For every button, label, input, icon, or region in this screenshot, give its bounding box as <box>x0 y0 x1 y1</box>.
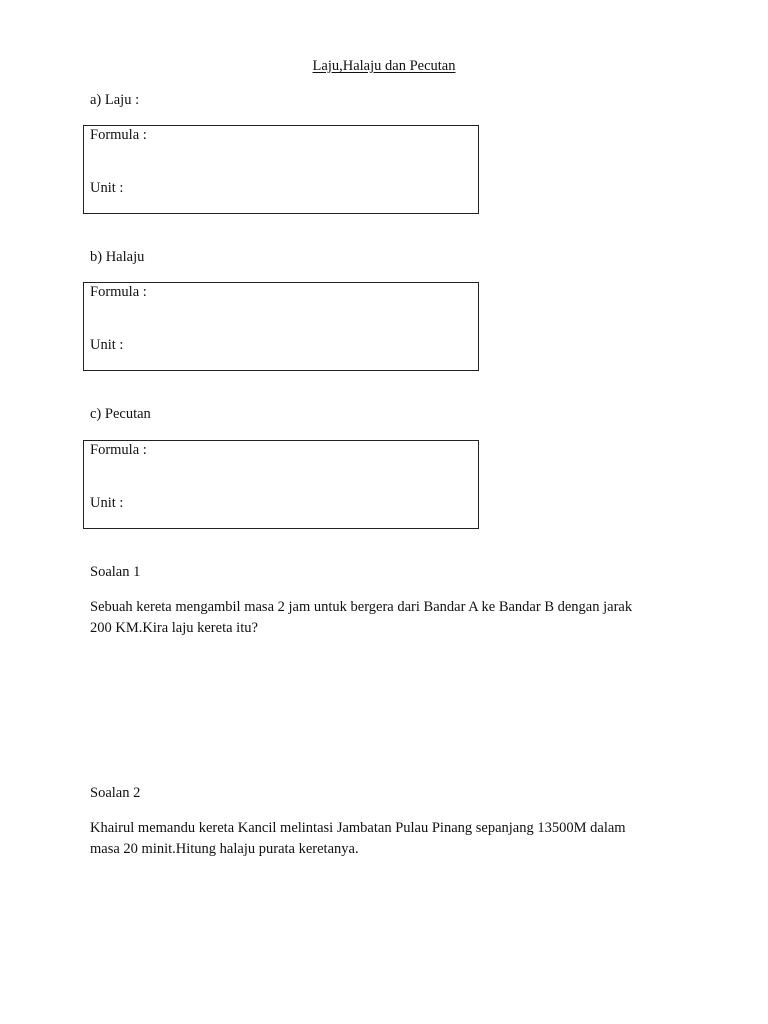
question-2-text <box>90 818 690 860</box>
question-2-line-2: masa 20 minit.Hitung halaju purata keretanya. <box>90 841 359 857</box>
pecutan-formula-label: Formula : <box>90 442 147 458</box>
page-title: Laju,Halaju dan Pecutan <box>312 58 456 74</box>
laju-formula-label: Formula : <box>90 127 147 143</box>
section-label-halaju: b) Halaju <box>90 249 145 265</box>
halaju-unit-label: Unit : <box>90 337 124 353</box>
section-label-pecutan: c) Pecutan <box>90 406 151 422</box>
halaju-formula-label: Formula : <box>90 284 147 300</box>
pecutan-unit-label: Unit : <box>90 495 124 511</box>
pecutan-answer-box <box>83 440 479 529</box>
question-1-heading: Soalan 1 <box>90 564 141 580</box>
laju-answer-box <box>83 125 479 214</box>
section-label-laju: a) Laju : <box>90 92 140 108</box>
laju-unit-label: Unit : <box>90 180 124 196</box>
halaju-answer-box <box>83 282 479 371</box>
question-1-text <box>90 597 690 639</box>
question-1-line-1: Sebuah kereta mengambil masa 2 jam untuk bergera dari Bandar A ke Bandar B dengan jarak <box>90 599 633 615</box>
question-1-line-2: 200 KM.Kira laju kereta itu? <box>90 620 258 636</box>
question-2-line-1: Khairul memandu kereta Kancil melintasi Jambatan Pulau Pinang sepanjang 13500M dalam <box>90 820 626 836</box>
question-2-heading: Soalan 2 <box>90 785 141 801</box>
